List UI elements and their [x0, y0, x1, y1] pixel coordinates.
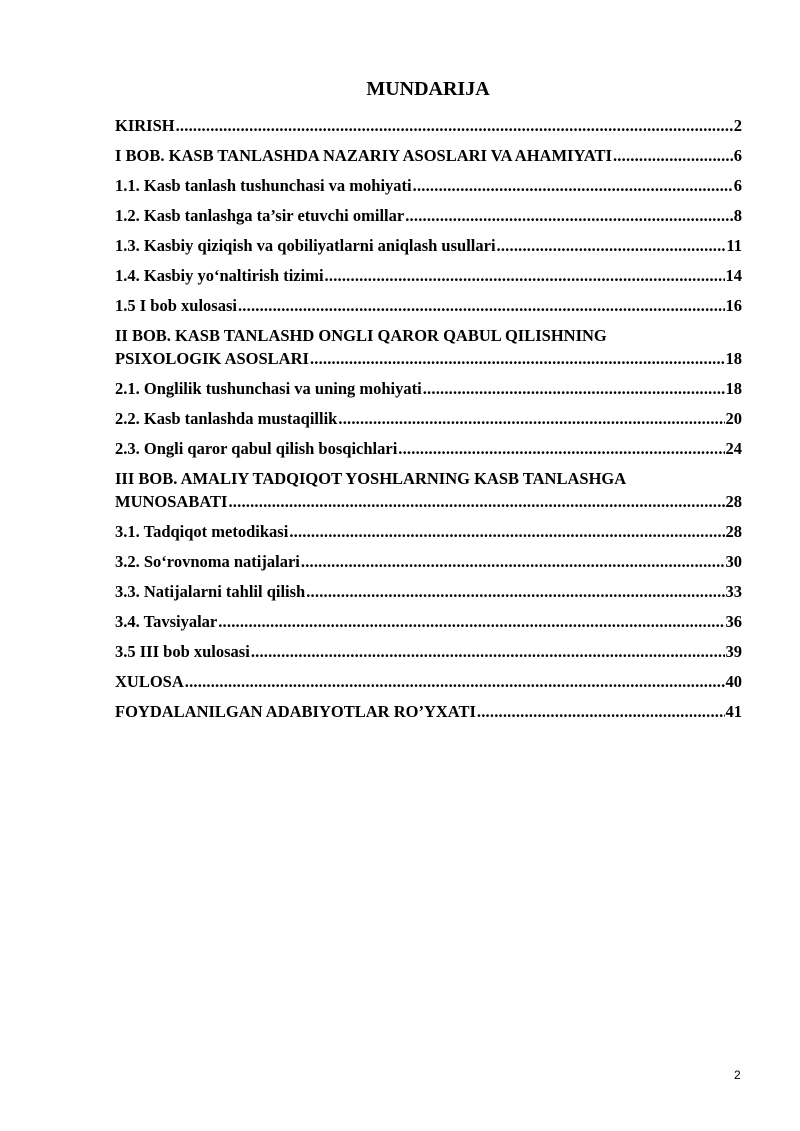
toc-entry-label-line1: II BOB. KASB TANLASHD ONGLI QAROR QABUL QILISHNING: [115, 326, 607, 345]
toc-entry-page: 6: [733, 176, 742, 195]
toc-entry-3-1[interactable]: [115, 520, 742, 543]
toc-entry-label: 3.5 III bob xulosasi: [115, 642, 250, 661]
dot-leader: [338, 407, 724, 430]
dot-leader: [405, 204, 733, 227]
dot-leader: [497, 234, 726, 257]
toc-entry-label: 1.5 I bob xulosasi: [115, 296, 237, 315]
toc-entry-1-2[interactable]: [115, 204, 742, 227]
toc-entry-3-4[interactable]: [115, 610, 742, 633]
toc-entry-label: FOYDALANILGAN ADABIYOTLAR RO’YXATI: [115, 702, 476, 721]
toc-entry-2-3[interactable]: [115, 437, 742, 460]
toc-entry-page: 14: [725, 266, 742, 285]
toc-entry-label: 2.1. Onglilik tushunchasi va uning mohiyati: [115, 379, 422, 398]
toc-entry-page: 2: [733, 116, 742, 135]
toc-entry-page: 16: [725, 296, 742, 315]
dot-leader: [413, 174, 733, 197]
toc-entry-label: 1.2. Kasb tanlashga ta’sir etuvchi omillar: [115, 206, 405, 225]
toc-entry-page: 28: [725, 492, 742, 511]
toc-entry-label: 2.3. Ongli qaror qabul qilish bosqichlari: [115, 439, 398, 458]
toc-entry-3-3[interactable]: [115, 580, 742, 603]
toc-entry-page: 30: [725, 552, 742, 571]
toc-entry-page: 24: [725, 439, 742, 458]
dot-leader: [423, 377, 725, 400]
toc-entry-page: 8: [733, 206, 742, 225]
toc-entry-3-2[interactable]: [115, 550, 742, 573]
toc-entry-2-2[interactable]: [115, 407, 742, 430]
toc-title: MUNDARIJA: [366, 78, 490, 100]
toc-entry-page: 18: [725, 379, 742, 398]
toc-entry-1-1[interactable]: [115, 174, 742, 197]
toc-entry-page: 36: [725, 612, 742, 631]
toc-entry-page: 20: [725, 409, 742, 428]
toc-entry-conclusion[interactable]: [115, 670, 742, 693]
toc-entry-label: XULOSA: [115, 672, 184, 691]
toc-entry-page: 41: [725, 702, 742, 721]
toc-entry-1-5[interactable]: [115, 294, 742, 317]
toc-entry-label: MUNOSABATI: [115, 492, 228, 511]
toc-entry-label: 3.3. Natijalarni tahlil qilish: [115, 582, 306, 601]
dot-leader: [301, 550, 725, 573]
dot-leader: [613, 144, 733, 167]
toc-entry-label: 2.2. Kasb tanlashda mustaqillik: [115, 409, 338, 428]
dot-leader: [306, 580, 724, 603]
toc-entry-page: 40: [725, 672, 742, 691]
toc-entry-3-5[interactable]: [115, 640, 742, 663]
dot-leader: [228, 490, 724, 513]
toc-entry-label: 3.4. Tavsiyalar: [115, 612, 218, 631]
dot-leader: [185, 670, 725, 693]
toc-entry-page: 6: [733, 146, 742, 165]
dot-leader: [289, 520, 724, 543]
toc-entry-1-4[interactable]: [115, 264, 742, 287]
toc-entry-label: 1.1. Kasb tanlash tushunchasi va mohiyati: [115, 176, 412, 195]
page-number: 2: [734, 1068, 741, 1082]
toc-entry-label-line1: III BOB. AMALIY TADQIQOT YOSHLARNING KASB TANLASHGA: [115, 469, 627, 488]
dot-leader: [310, 347, 725, 370]
toc-entry-introduction[interactable]: [115, 114, 742, 137]
dot-leader: [477, 700, 725, 723]
toc-entry-label: 1.3. Kasbiy qiziqish va qobiliyatlarni aniqlash usullari: [115, 236, 496, 255]
dot-leader: [176, 114, 733, 137]
toc-entry-label: 1.4. Kasbiy yo‘naltirish tizimi: [115, 266, 324, 285]
toc-entry-page: 28: [725, 522, 742, 541]
toc-entry-label: KIRISH: [115, 116, 175, 135]
toc-entry-label: PSIXOLOGIK ASOSLARI: [115, 349, 309, 368]
dot-leader: [325, 264, 725, 287]
toc-entry-references[interactable]: [115, 700, 742, 723]
dot-leader: [238, 294, 725, 317]
toc-entry-chapter-1[interactable]: [115, 144, 742, 167]
dot-leader: [398, 437, 724, 460]
dot-leader: [251, 640, 725, 663]
dot-leader: [218, 610, 724, 633]
toc-entry-label: I BOB. KASB TANLASHDA NAZARIY ASOSLARI VA AHAMIYATI: [115, 146, 612, 165]
toc-entry-page: 11: [726, 236, 742, 255]
toc-entry-chapter-3[interactable]: [115, 467, 742, 513]
toc-entry-chapter-2[interactable]: [115, 324, 742, 370]
toc-entry-2-1[interactable]: [115, 377, 742, 400]
toc-entry-page: 33: [725, 582, 742, 601]
toc-entry-1-3[interactable]: [115, 234, 742, 257]
table-of-contents: [115, 114, 742, 730]
toc-entry-label: 3.1. Tadqiqot metodikasi: [115, 522, 289, 541]
toc-entry-label: 3.2. So‘rovnoma natijalari: [115, 552, 300, 571]
toc-entry-page: 18: [725, 349, 742, 368]
toc-entry-page: 39: [725, 642, 742, 661]
